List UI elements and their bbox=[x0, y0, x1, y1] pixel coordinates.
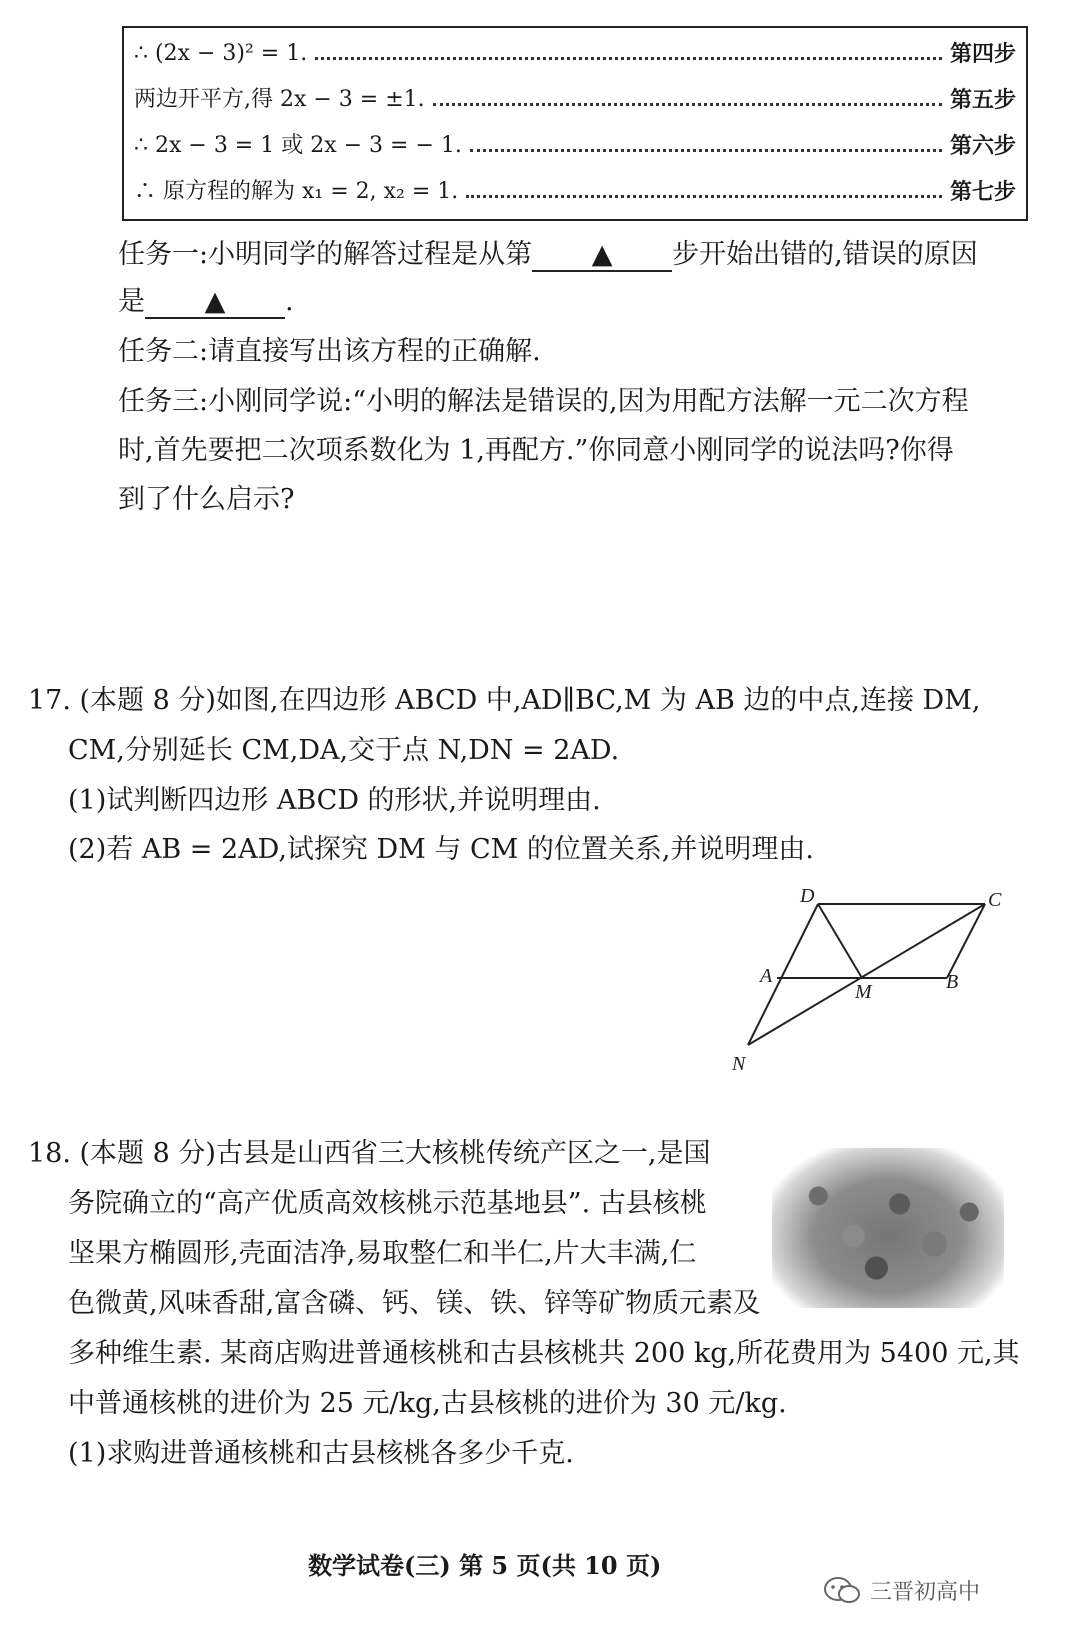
q18-part1: (1)求购进普通核桃和古县核桃各多少千克. bbox=[68, 1438, 574, 1469]
q17-part1: (1)试判断四边形 ABCD 的形状,并说明理由. bbox=[68, 785, 601, 816]
page-footer: 数学试卷(三) 第 5 页(共 10 页) bbox=[308, 1551, 662, 1580]
answer-blank: ▲ bbox=[145, 287, 285, 319]
q18-line6: 中普通核桃的进价为 25 元/kg,古县核桃的进价为 30 元/kg. bbox=[68, 1388, 787, 1419]
step-expr: 两边开平方,得 2x − 3 = ±1. bbox=[134, 87, 425, 112]
step-row bbox=[134, 172, 1016, 212]
task3-line2: 时,首先要把二次项系数化为 1,再配方.”你同意小刚同学的说法吗?你得 bbox=[118, 435, 954, 466]
segment-dm bbox=[818, 904, 862, 978]
step-label: 第四步 bbox=[949, 41, 1016, 67]
label-b: B bbox=[946, 971, 959, 993]
watermark bbox=[822, 1574, 980, 1606]
step-expr: ∴ 2x − 3 = 1 或 2x − 3 = − 1. bbox=[134, 133, 462, 158]
step-row bbox=[134, 126, 1016, 166]
label-m: M bbox=[855, 981, 872, 1003]
label-a: A bbox=[760, 965, 773, 987]
task1-text: 是 bbox=[118, 286, 145, 317]
step-expr: ∴ (2x − 3)² = 1. bbox=[134, 41, 308, 66]
step-label: 第五步 bbox=[949, 87, 1016, 113]
q18-line4: 色微黄,风味香甜,富含磷、钙、镁、铁、锌等矿物质元素及 bbox=[68, 1288, 761, 1319]
leader-dots bbox=[315, 57, 942, 60]
walnut-photo bbox=[772, 1148, 1004, 1308]
task2: 任务二:请直接写出该方程的正确解. bbox=[118, 336, 541, 367]
task1-line2 bbox=[118, 284, 294, 320]
step-row bbox=[134, 80, 1016, 120]
wechat-icon bbox=[822, 1574, 862, 1606]
q18-line3: 坚果方椭圆形,壳面洁净,易取整仁和半仁,片大丰满,仁 bbox=[68, 1238, 697, 1269]
q17-line1: 17. (本题 8 分)如图,在四边形 ABCD 中,AD∥BC,M 为 AB 边的中点,连接 DM, bbox=[28, 685, 981, 716]
q17-part2: (2)若 AB = 2AD,试探究 DM 与 CM 的位置关系,并说明理由. bbox=[68, 834, 814, 865]
leader-dots bbox=[470, 149, 942, 152]
answer-blank: ▲ bbox=[532, 240, 672, 272]
label-n: N bbox=[732, 1053, 746, 1075]
task1-line1 bbox=[118, 237, 978, 273]
step-expr: ∴ 原方程的解为 x₁ = 2, x₂ = 1. bbox=[134, 179, 459, 204]
q18-line2: 务院确立的“高产优质高效核桃示范基地县”. 古县核桃 bbox=[68, 1188, 707, 1219]
task3-line3: 到了什么启示? bbox=[118, 484, 295, 515]
task1-text: . bbox=[285, 286, 294, 317]
q18-line5: 多种维生素. 某商店购进普通核桃和古县核桃共 200 kg,所花费用为 5400 元,其 bbox=[68, 1338, 1020, 1369]
task1-text: 任务一:小明同学的解答过程是从第 bbox=[118, 239, 533, 270]
step-row bbox=[134, 34, 1016, 74]
q18-line1: 18. (本题 8 分)古县是山西省三大核桃传统产区之一,是国 bbox=[28, 1138, 711, 1169]
step-label: 第六步 bbox=[949, 133, 1016, 159]
label-c: C bbox=[988, 889, 1002, 911]
watermark-text: 三晋初高中 bbox=[870, 1579, 981, 1605]
task1-text: 步开始出错的,错误的原因 bbox=[672, 239, 978, 270]
solution-box bbox=[122, 26, 1028, 221]
leader-dots bbox=[466, 195, 942, 198]
task3-line1: 任务三:小刚同学说:“小明的解法是错误的,因为用配方法解一元二次方程 bbox=[118, 386, 969, 417]
q17-line2: CM,分别延长 CM,DA,交于点 N,DN = 2AD. bbox=[68, 735, 620, 766]
leader-dots bbox=[433, 103, 942, 106]
label-d: D bbox=[800, 885, 815, 907]
quadrilateral-figure bbox=[720, 878, 1040, 1078]
step-label: 第七步 bbox=[949, 179, 1016, 205]
